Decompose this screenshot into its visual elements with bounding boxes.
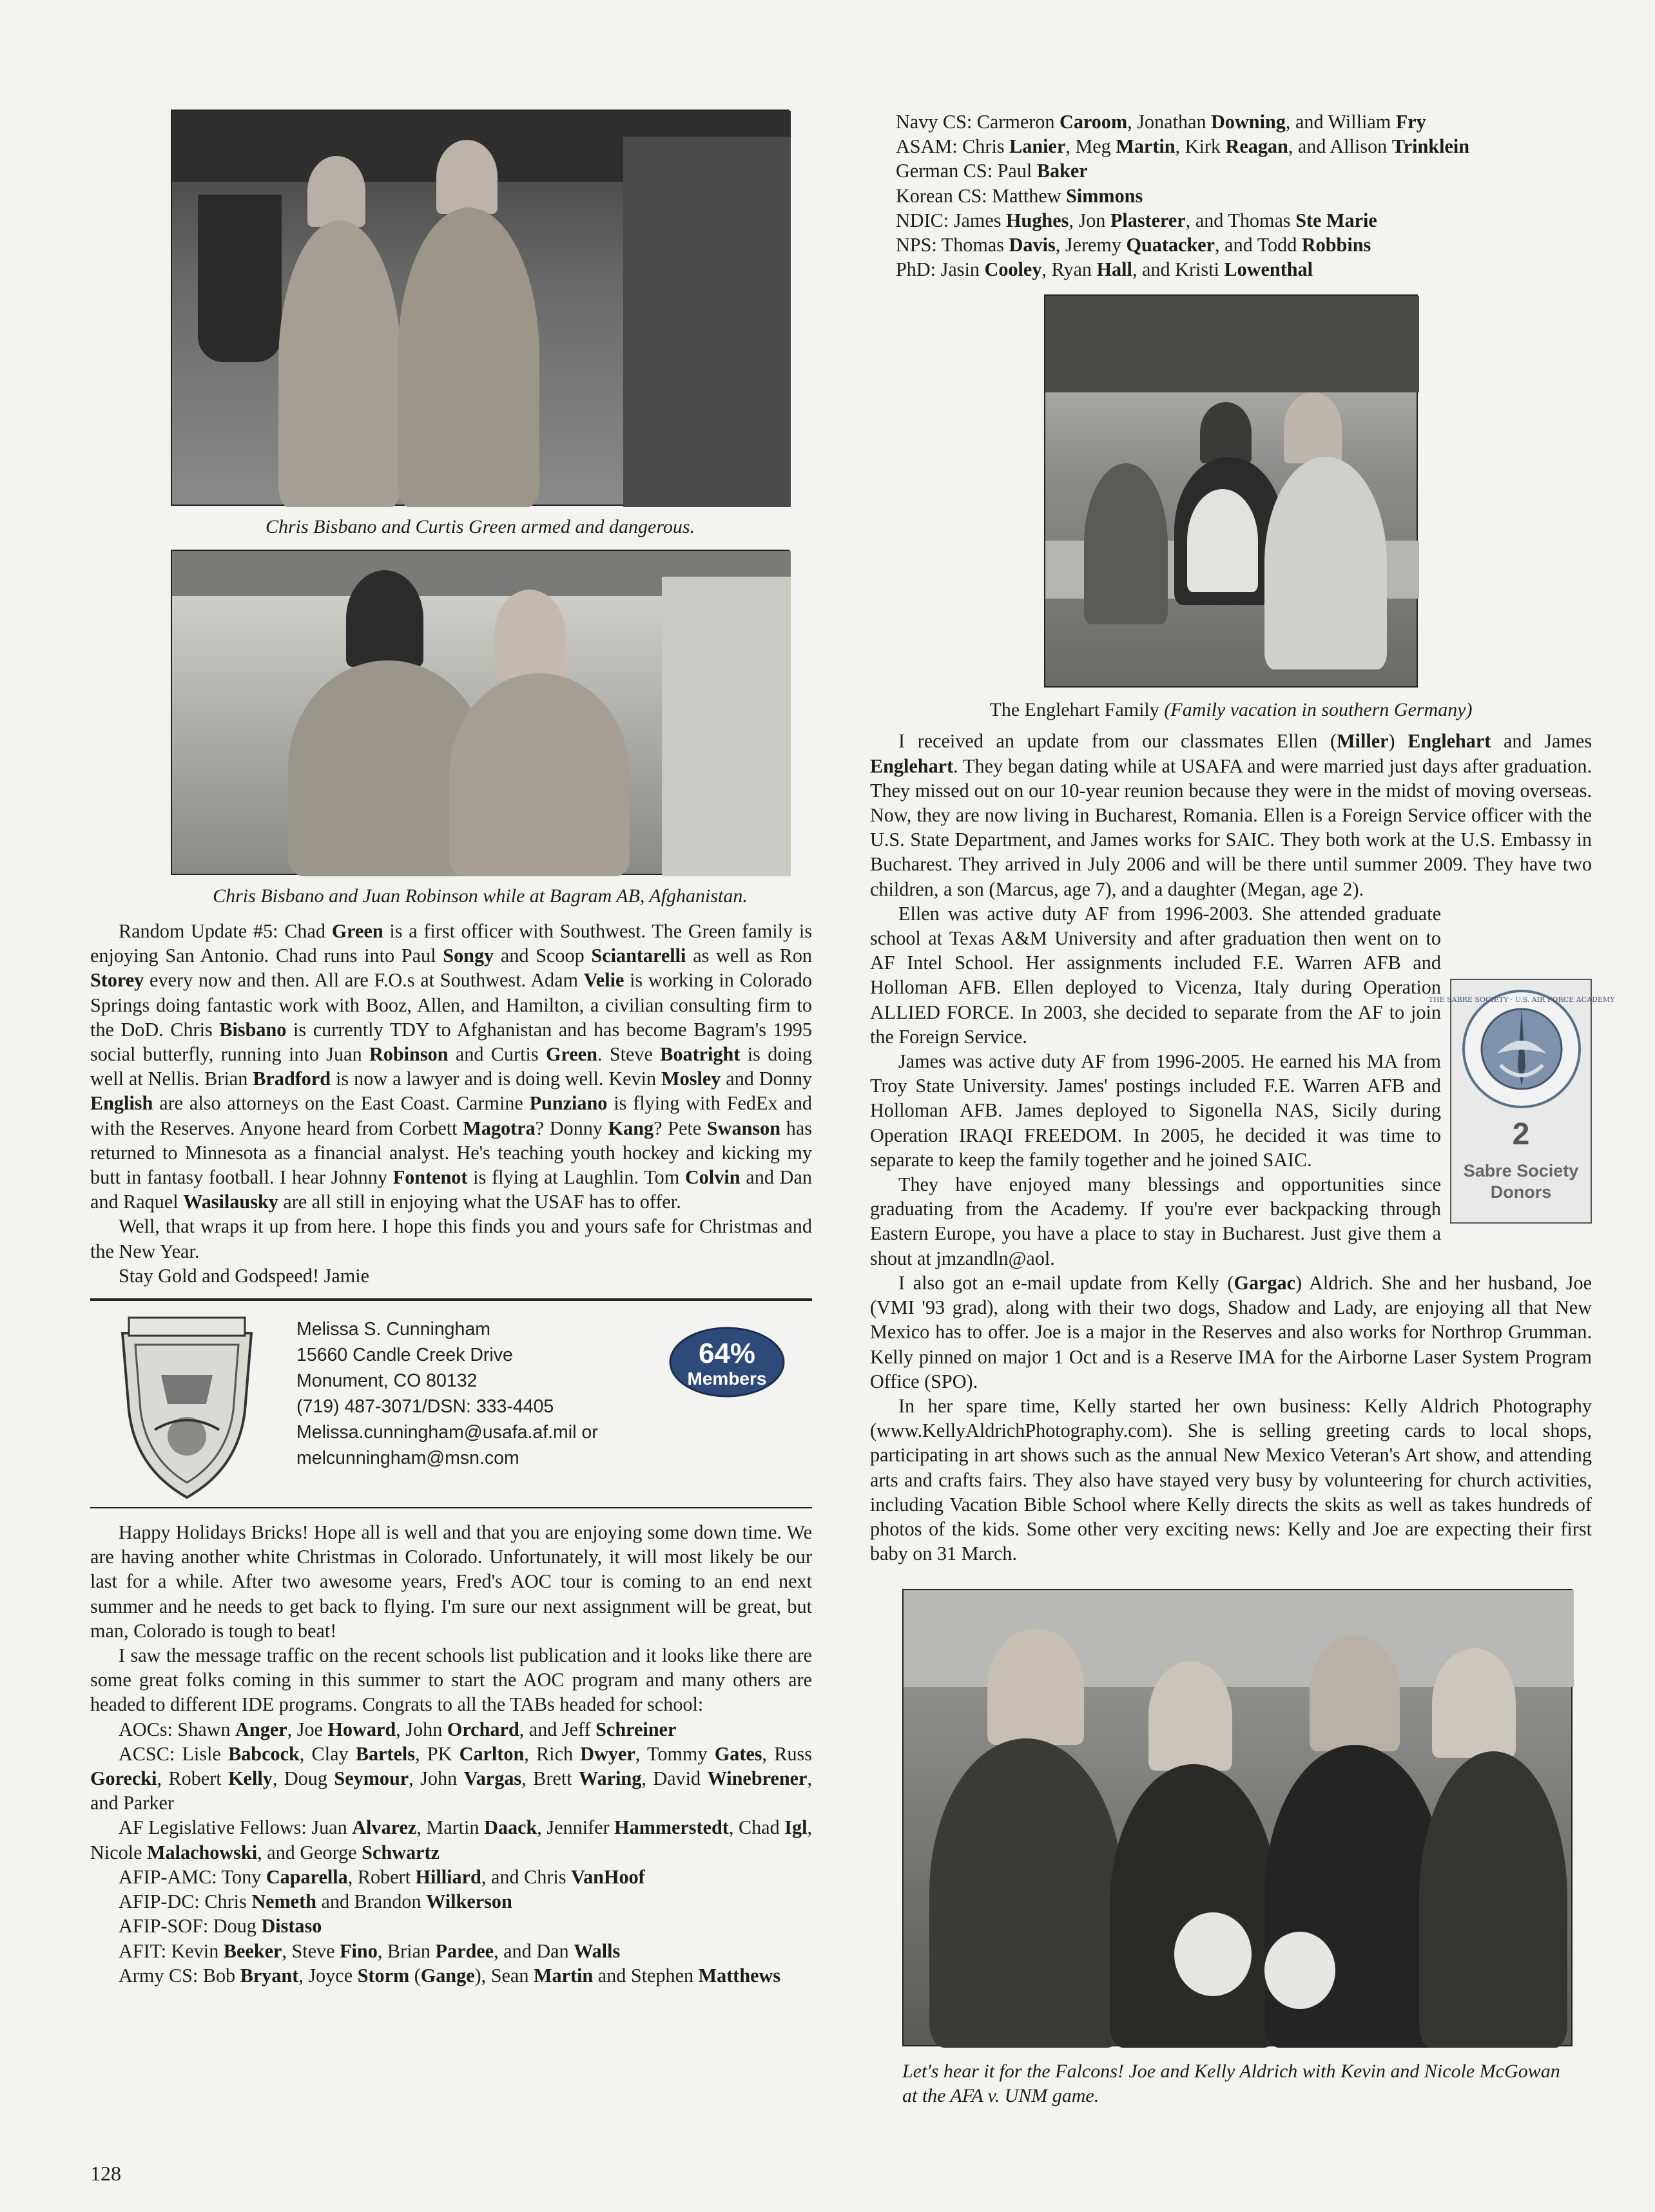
- photo-bisbano-robinson-bagram: [171, 550, 789, 875]
- sabre-label: Sabre Society Donors: [1463, 1160, 1579, 1202]
- membership-badge-icon: [669, 1327, 785, 1398]
- school-list-afit: AFIT: Kevin Beeker, Steve Fino, Brian Pardee, and Dan Walls: [119, 1939, 621, 1962]
- class-contact-block: [90, 1314, 812, 1507]
- school-list-phd: PhD: Jasin Cooley, Ryan Hall, and Kristi Lowenthal: [896, 258, 1313, 281]
- school-list-aocs: AOCs: Shawn Anger, Joe Howard, John Orchard, and Jeff Schreiner: [119, 1718, 677, 1740]
- section-divider: [90, 1507, 812, 1508]
- contact-email-alt[interactable]: melcunningham@msn.com: [296, 1448, 519, 1469]
- photo-caption: Let's hear it for the Falcons! Joe and Kelly Aldrich with Kevin and Nicole McGowan at the AFA v. UNM game.: [902, 2061, 1560, 2107]
- body-paragraph: Random Update #5: Chad Green is a first officer with Southwest. The Green family is enjoying San Antonio. Chad runs into Paul Songy and Scoop Sciantarelli as well as Ron Storey every now and then. All are F.O.s at Southwest. Adam Velie is working in Colorado Springs doing fantastic work with Booz, Allen, and Hamilton, a civilian consulting firm to the DoD. Chris Bisbano is currently TDY to Afghanistan and has become Bagram's 1995 social butterfly, running into Juan Robinson and Curtis Green. Steve Boatright is doing well at Nellis. Brian Bradford is now a lawyer and is doing well. Kevin Mosley and Donny English are also attorneys on the East Coast. Carmine Punziano is flying with FedEx and with the Reserves. Anyone heard from Corbett Magotra? Donny Kang? Pete Swanson has returned to Minnesota as a financial analyst. He's teaching youth hockey and kicking my butt in fantasy football. I hear Johnny Fontenot is flying at Laughlin. Tom Colvin and Dan and Raquel Wasilausky are all still in enjoying what the USAF has to offer.: [90, 920, 813, 1213]
- school-list-acsc: ACSC: Lisle Babcock, Clay Bartels, PK Carlton, Rich Dwyer, Tommy Gates, Russ Gorecki, Robert Kelly, Doug Seymour, John Vargas, Brett Waring, David Winebrener, and Parker: [90, 1742, 813, 1814]
- contact-name: Melissa S. Cunningham: [296, 1319, 490, 1340]
- sabre-society-box: [1428, 979, 1615, 1224]
- contact-street: 15660 Candle Creek Drive: [296, 1345, 513, 1366]
- page-number: 128: [90, 2162, 121, 2185]
- body-paragraph: James was active duty AF from 1996-2005. He earned his MA from Troy State University. James' postings included F.E. Warren AFB and Holloman AFB. James deployed to Sigonella NAS, Sicily during Operation IRAQI FREEDOM. In 2005, he decided it was time to separate to keep the family together and he joined SAIC.: [870, 1050, 1441, 1171]
- body-paragraph: Well, that wraps it up from here. I hope this finds you and yours safe for Christmas and the New Year.: [90, 1215, 812, 1262]
- right-column: [870, 110, 1615, 2108]
- contact-email[interactable]: Melissa.cunningham@usafa.af.mil or: [296, 1422, 598, 1443]
- photo-bisbano-green-helicopter: [171, 110, 789, 506]
- left-column: [90, 110, 812, 1988]
- school-list-afip-sof: AFIP-SOF: Doug Distaso: [119, 1915, 322, 1938]
- body-paragraph: I received an update from our classmates Ellen (Miller) Englehart and James Englehart. They began dating while at USAFA and were married just days after graduation. They missed out on our 10-year reunion because they were in the midst of moving overseas. Now, they are now living in Bucharest, Romania. Ellen is a Foreign Service officer with the U.S. State Department, and James works for SAIC. They both work at the U.S. Embassy in Bucharest. They arrived in July 2006 and will be there until summer 2009. They have two children, a son (Marcus, age 7), and a daughter (Megan, age 2).: [870, 730, 1592, 900]
- class-crest-icon: [116, 1314, 258, 1501]
- signoff: Stay Gold and Godspeed! Jamie: [119, 1264, 370, 1287]
- school-list-korean: Korean CS: Matthew Simmons: [896, 184, 1143, 207]
- school-list-navy: Navy CS: Carmeron Caroom, Jonathan Downing, and William Fry: [896, 111, 1426, 133]
- contact-phone: (719) 487-3071/DSN: 333-4405: [296, 1396, 554, 1418]
- section-divider: [90, 1298, 812, 1301]
- school-list-army: Army CS: Bob Bryant, Joyce Storm (Gange), Sean Martin and Stephen Matthews: [119, 1964, 781, 1986]
- badge-label: Members: [687, 1369, 767, 1389]
- photo-caption: Chris Bisbano and Juan Robinson while at Bagram AB, Afghanistan.: [213, 885, 748, 907]
- photo-caption: Chris Bisbano and Curtis Green armed and dangerous.: [265, 516, 695, 537]
- body-paragraph: I saw the message traffic on the recent schools list publication and it looks like there are some great folks coming in this summer to start the AOC program and many others are headed to different IDE programs. Congrats to all the TABs headed for school:: [90, 1644, 812, 1716]
- photo-falcons-game: [902, 1589, 1573, 2046]
- seal-text: THE SABRE SOCIETY · U.S. AIR FORCE ACADEMY: [1428, 995, 1615, 1004]
- school-list-ndic: NDIC: James Hughes, Jon Plasterer, and Thomas Ste Marie: [896, 209, 1377, 231]
- body-paragraph: They have enjoyed many blessings and opportunities since graduating from the Academy. If you're ever backpacking through Eastern Europe, you have a place to stay in Bucharest. Just give them a shout at jmzandln@aol.: [870, 1173, 1441, 1269]
- body-paragraph: In her spare time, Kelly started her own business: Kelly Aldrich Photography (www.KellyAldrichPhotography.com). She is selling greeting cards to local shops, participating in art shows such as the annual New Mexico Veteran's Art show, and attending arts and crafts fairs. They also have stayed very busy by volunteering for church activities, including Vacation Bible School where Kelly directs the skits as well as takes hundreds of photos of the kids. Some other very exciting news: Kelly and Joe are expecting their first baby on 31 March.: [870, 1394, 1592, 1565]
- body-paragraph: Ellen was active duty AF from 1996-2003. She attended graduate school at Texas A&M University and after graduation then went on to AF Intel School. Her assignments included F.E. Warren AFB and Holloman AFB. Ellen deployed to Vicenza, Italy during Operation ALLIED FORCE. In 2003, she decided to separate from the AF to join the Foreign Service.: [870, 902, 1441, 1048]
- sabre-count: 2: [1512, 1117, 1530, 1151]
- body-paragraph: I also got an e-mail update from Kelly (Gargac) Aldrich. She and her husband, Joe (VMI '93 grad), along with their two dogs, Shadow and Lady, are enjoying all that New Mexico has to offer. Joe is a major in the Reserves and also works for Northrop Grumman. Kelly pinned on major 1 Oct and is a Reserve IMA for the Airborne Laser System Program Office (SPO).: [870, 1271, 1592, 1392]
- school-list-asam: ASAM: Chris Lanier, Meg Martin, Kirk Reagan, and Allison Trinklein: [896, 135, 1470, 158]
- contact-city: Monument, CO 80132: [296, 1370, 478, 1392]
- photo-englehart-family: [1044, 294, 1418, 688]
- school-list-nps: NPS: Thomas Davis, Jeremy Quatacker, and Todd Robbins: [896, 234, 1371, 256]
- badge-percent: 64%: [698, 1338, 756, 1370]
- body-paragraph: Happy Holidays Bricks! Hope all is well and that you are enjoying some down time. We are having another white Christmas in Colorado. Unfortunately, it will most likely be our last for a while. After two awesome years, Fred's AOC tour is coming to an end next summer and he needs to get back to flying. I'm sure our next assignment will be great, but man, Colorado is tough to beat!: [90, 1521, 812, 1642]
- photo-caption: The Englehart Family (Family vacation in southern Germany): [989, 699, 1473, 721]
- school-list-german: German CS: Paul Baker: [896, 160, 1088, 182]
- school-list-afip-dc: AFIP-DC: Chris Nemeth and Brandon Wilkerson: [119, 1890, 512, 1913]
- school-list-af-legislative: AF Legislative Fellows: Juan Alvarez, Martin Daack, Jennifer Hammerstedt, Chad Igl, Nicole Malachowski, and George Schwartz: [90, 1816, 813, 1863]
- school-list-afip-amc: AFIP-AMC: Tony Caparella, Robert Hilliard, and Chris VanHoof: [119, 1865, 645, 1888]
- sabre-society-seal-icon: [1428, 989, 1615, 1109]
